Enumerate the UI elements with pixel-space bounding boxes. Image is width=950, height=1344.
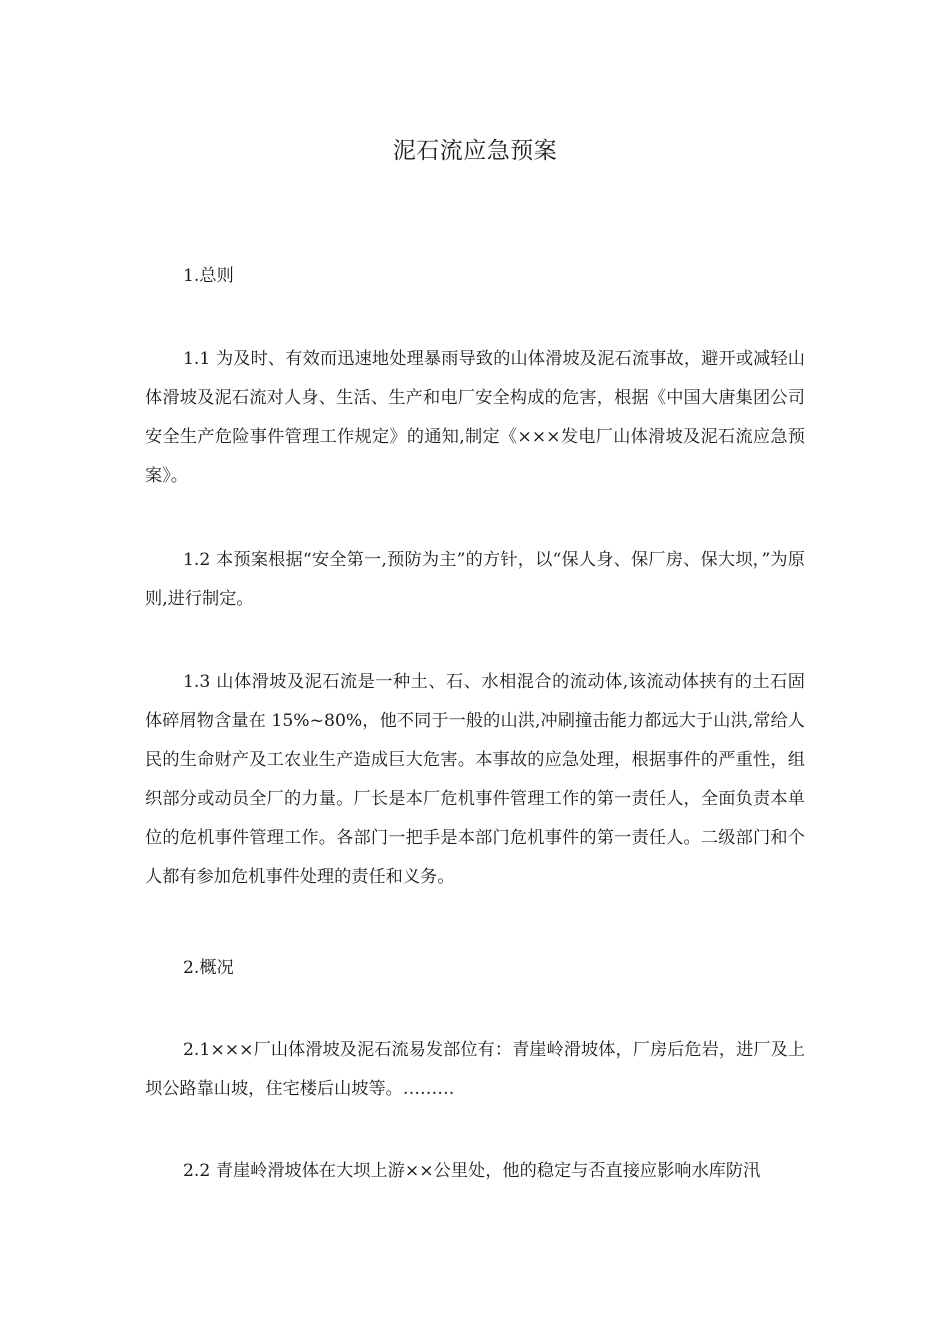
paragraph-1-3: 1.3 山体滑坡及泥石流是一种土、石、水相混合的流动体,该流动体挟有的土石固体碎屑物含量在 15%~80%，他不同于一般的山洪,冲刷撞击能力都远大于山洪,常给人民的生命财产及工农业生产造成巨大危害。本事故的应急处理，根据事件的严重性，组织部分或动员全厂的力量。厂长是本厂危机事件管理工作的第一责任人，全面负责本单位的危机事件管理工作。各部门一把手是本部门危机事件的第一责任人。二级部门和个人都有参加危机事件处理的责任和义务。 (145, 672, 805, 887)
section-heading-general: 1.总则 (183, 266, 234, 286)
paragraph-1-2: 1.2 本预案根据“安全第一,预防为主”的方针，以“保人身、保厂房、保大坝，”为原则,进行制定。 (145, 550, 805, 609)
paragraph-2-2: 2.2 青崖岭滑坡体在大坝上游××公里处，他的稳定与否直接应影响水库防汛 (183, 1161, 761, 1181)
section-heading-overview: 2.概况 (183, 958, 234, 978)
paragraph-1-1: 1.1 为及时、有效而迅速地处理暴雨导致的山体滑坡及泥石流事故，避开或减轻山体滑坡及泥石流对人身、生活、生产和电厂安全构成的危害，根据《中国大唐集团公司安全生产危险事件管理工作规定》的通知,制定《×××发电厂山体滑坡及泥石流应急预案》。 (145, 349, 805, 486)
document-title: 泥石流应急预案 (392, 138, 558, 164)
paragraph-2-1: 2.1×××厂山体滑坡及泥石流易发部位有：青崖岭滑坡体，厂房后危岩，进厂及上坝公路靠山坡，住宅楼后山坡等。……… (145, 1040, 805, 1099)
